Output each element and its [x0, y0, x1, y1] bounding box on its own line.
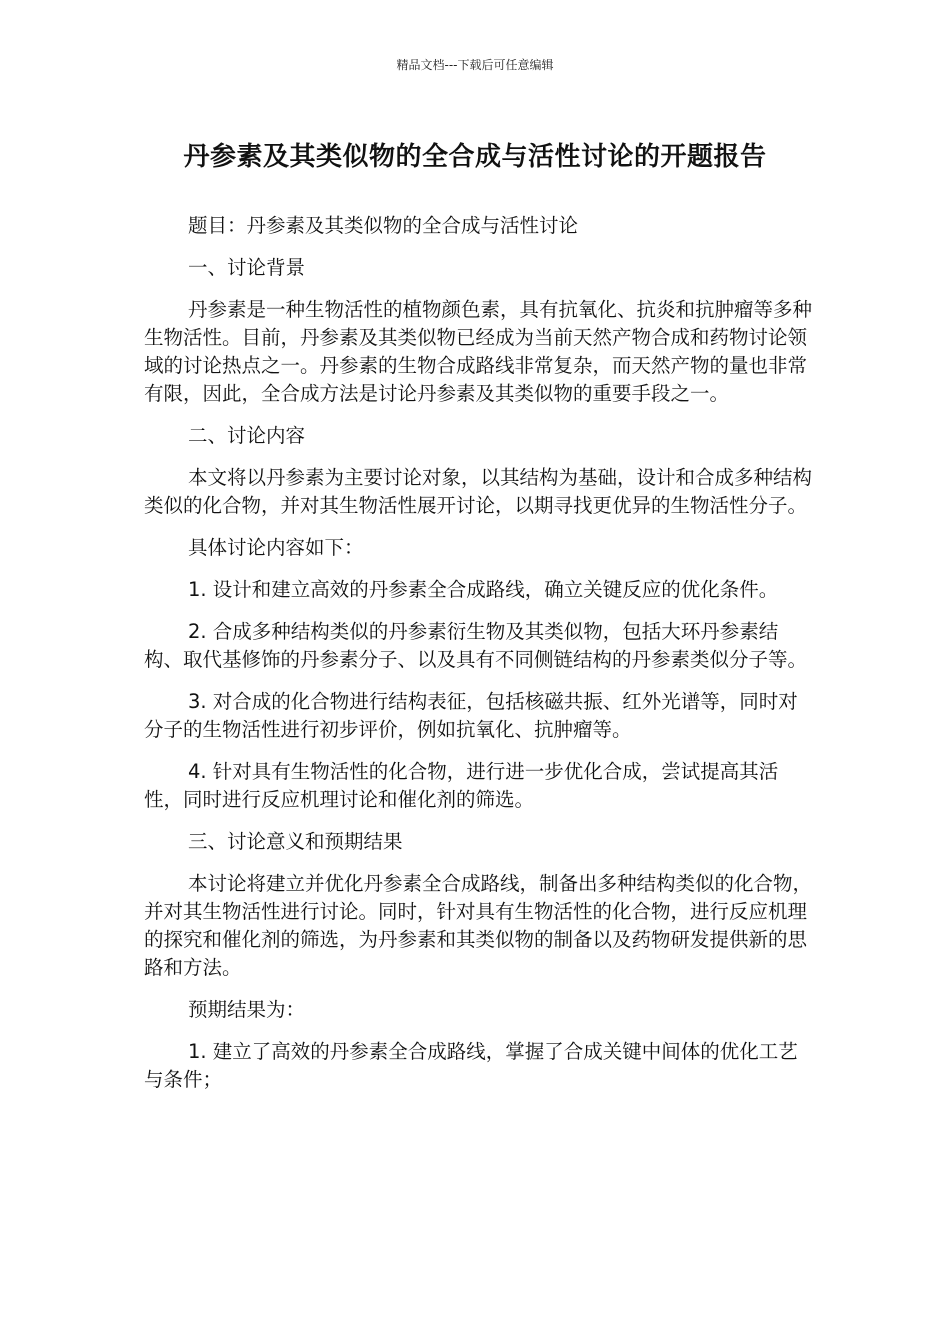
background-paragraph: 丹参素是一种生物活性的植物颜色素，具有抗氧化、抗炎和抗肿瘤等多种生物活性。目前，丹参素及其类似物已经成为当前天然产物合成和药物讨论领域的讨论热点之一。丹参素的生物合成路线非常复杂，而天然产物的量也非常有限，因此，全合成方法是讨论丹参素及其类似物的重要手段之一。: [144, 298, 813, 405]
document-title: 丹参素及其类似物的全合成与活性讨论的开题报告: [183, 142, 767, 172]
content-item-1: 1. 设计和建立高效的丹参素全合成路线，确立关键反应的优化条件。: [188, 578, 779, 601]
expected-result-item-1: 1. 建立了高效的丹参素全合成路线，掌握了合成关键中间体的优化工艺与条件；: [144, 1040, 798, 1091]
section-heading-significance: 三、讨论意义和预期结果: [188, 830, 403, 853]
content-item-3: 3. 对合成的化合物进行结构表征，包括核磁共振、红外光谱等，同时对分子的生物活性进行初步评价，例如抗氧化、抗肿瘤等。: [144, 690, 798, 741]
content-item-4: 4. 针对具有生物活性的化合物，进行进一步优化合成，尝试提高其活性，同时进行反应机理讨论和催化剂的筛选。: [144, 760, 779, 811]
content-item-2: 2. 合成多种结构类似的丹参素衍生物及其类似物，包括大环丹参素结构、取代基修饰的丹参素分子、以及具有不同侧链结构的丹参素类似分子等。: [144, 620, 808, 671]
significance-paragraph: 本讨论将建立并优化丹参素全合成路线，制备出多种结构类似的化合物，并对其生物活性进行讨论。同时，针对具有生物活性的化合物，进行反应机理的探究和催化剂的筛选，为丹参素和其类似物的制备以及药物研发提供新的思路和方法。: [144, 872, 813, 979]
section-heading-background: 一、讨论背景: [188, 256, 306, 279]
document-body: [144, 212, 816, 1094]
topic-line: 题目：丹参素及其类似物的全合成与活性讨论: [188, 214, 579, 237]
expected-results-intro: 预期结果为：: [188, 998, 306, 1021]
section-heading-content: 二、讨论内容: [188, 424, 306, 447]
content-paragraph: 本文将以丹参素为主要讨论对象，以其结构为基础，设计和合成多种结构类似的化合物，并对其生物活性展开讨论，以期寻找更优异的生物活性分子。: [144, 466, 813, 517]
page-header-note: 精品文档---下载后可任意编辑: [396, 58, 554, 72]
content-intro: 具体讨论内容如下：: [188, 536, 364, 559]
